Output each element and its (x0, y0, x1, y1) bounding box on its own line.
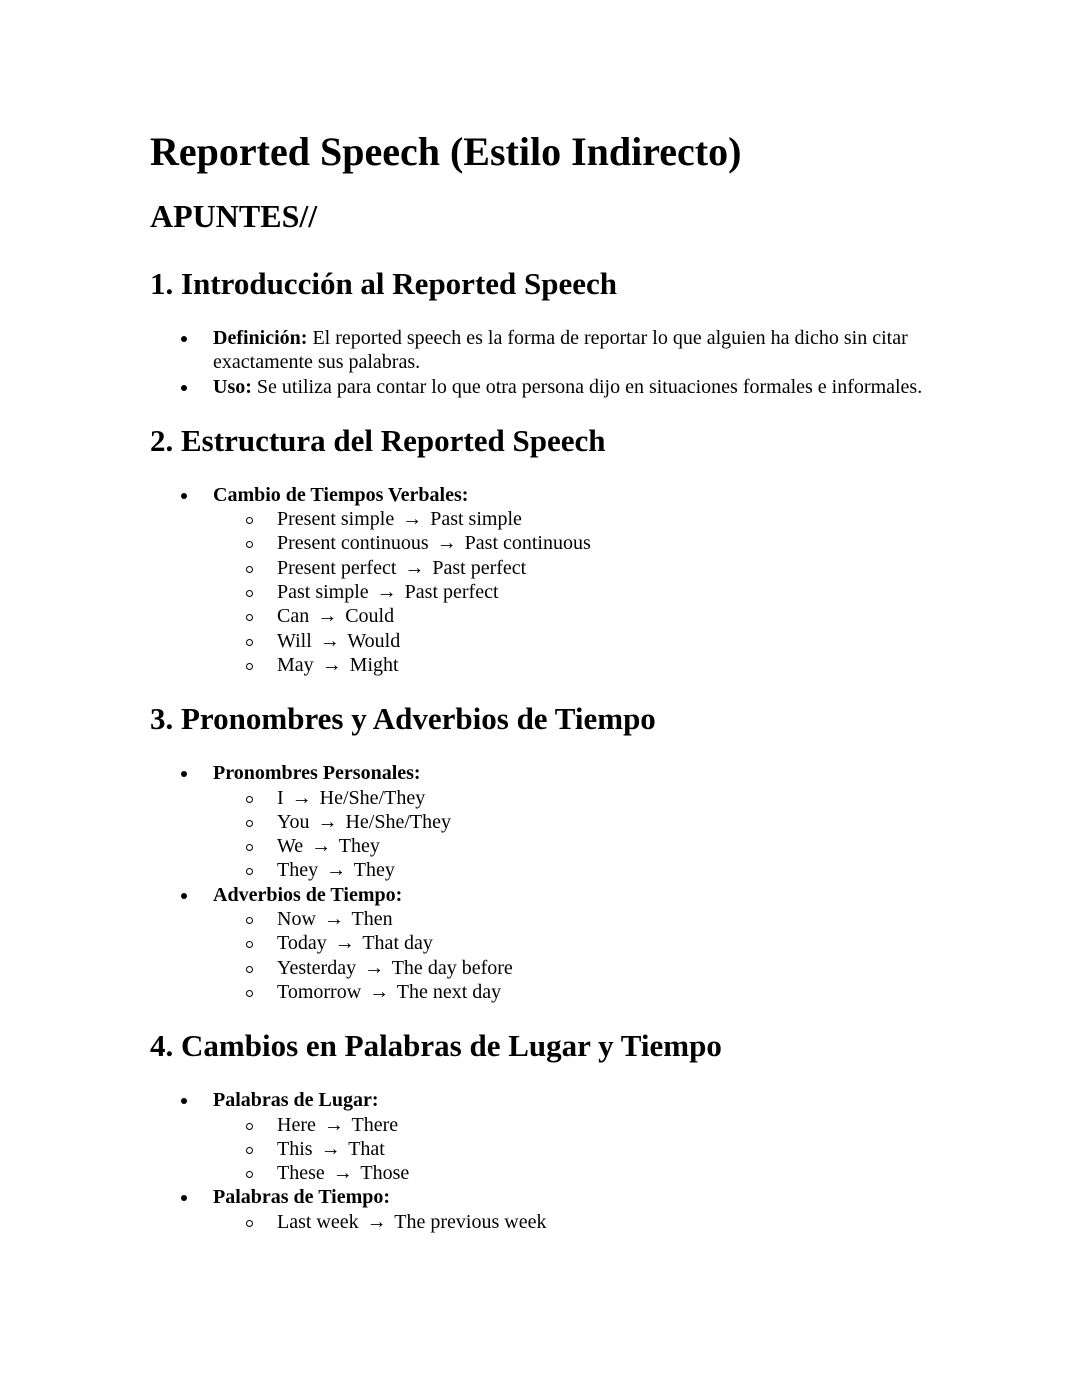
bullet-dot-icon (181, 893, 187, 899)
sub-list (213, 786, 950, 883)
sub-bullet-circle-icon (246, 639, 253, 646)
section-heading: 3. Pronombres y Adverbios de Tiempo (150, 701, 656, 737)
bullet-dot-icon (181, 336, 187, 342)
bullet-list (150, 326, 950, 399)
section-introduccion (150, 264, 950, 399)
bullet-dot-icon (181, 771, 187, 777)
sub-list-item: Today → That day (213, 931, 950, 955)
section-heading: 4. Cambios en Palabras de Lugar y Tiempo (150, 1028, 722, 1064)
bullet-dot-icon (181, 385, 187, 391)
arrow-right-icon: → (402, 508, 423, 531)
sub-bullet-circle-icon (246, 844, 253, 851)
sub-bullet-circle-icon (246, 966, 253, 973)
list-item (150, 1088, 950, 1185)
arrow-right-icon: → (332, 1162, 353, 1185)
sub-bullet-circle-icon (246, 796, 253, 803)
arrow-right-icon: → (323, 1113, 344, 1136)
arrow-right-icon: → (326, 859, 347, 882)
item-text: Se utiliza para contar lo que otra persona dijo en situaciones formales e informales. (251, 375, 923, 398)
bullet-list (150, 761, 950, 1004)
sub-bullet-circle-icon (246, 590, 253, 597)
arrow-right-icon: → (436, 532, 457, 555)
document-page (150, 124, 950, 1234)
sub-list-item: We → They (213, 834, 950, 858)
sub-list-item: They → They (213, 858, 950, 882)
bullet-list (150, 1088, 950, 1234)
sub-bullet-circle-icon (246, 566, 253, 573)
sub-list (213, 1113, 950, 1186)
list-item (150, 375, 950, 399)
section-heading: 2. Estructura del Reported Speech (150, 422, 606, 458)
arrow-right-icon: → (291, 786, 312, 809)
arrow-right-icon: → (319, 629, 340, 652)
group-label: Cambio de Tiempos Verbales: (213, 483, 469, 506)
sub-list-item: Present continuous → Past continuous (213, 531, 950, 555)
sub-list-item: Here → There (213, 1113, 950, 1137)
sub-bullet-circle-icon (246, 541, 253, 548)
arrow-right-icon: → (334, 932, 355, 955)
arrow-right-icon: → (366, 1210, 387, 1233)
document-title: Reported Speech (Estilo Indirecto) (150, 129, 742, 174)
sub-bullet-circle-icon (246, 1171, 253, 1178)
sub-bullet-circle-icon (246, 941, 253, 948)
arrow-right-icon: → (317, 605, 338, 628)
section-pronombres-adverbios (150, 699, 950, 1004)
sub-list-item: Yesterday → The day before (213, 956, 950, 980)
sub-bullet-circle-icon (246, 1123, 253, 1130)
arrow-right-icon: → (364, 956, 385, 979)
sub-list-item: May → Might (213, 653, 950, 677)
arrow-right-icon: → (321, 653, 342, 676)
arrow-right-icon: → (369, 980, 390, 1003)
sub-bullet-circle-icon (246, 663, 253, 670)
sub-list-item: You → He/She/They (213, 810, 950, 834)
sub-bullet-circle-icon (246, 1147, 253, 1154)
arrow-right-icon: → (404, 556, 425, 579)
sub-bullet-circle-icon (246, 990, 253, 997)
sub-list (213, 507, 950, 677)
list-item (150, 1185, 950, 1234)
sub-bullet-circle-icon (246, 917, 253, 924)
sub-bullet-circle-icon (246, 868, 253, 875)
item-label: Uso: (213, 375, 252, 398)
group-label: Adverbios de Tiempo: (213, 883, 403, 906)
sub-list-item: Past simple → Past perfect (213, 580, 950, 604)
list-item (150, 761, 950, 882)
sub-list-item: Tomorrow → The next day (213, 980, 950, 1004)
section-estructura (150, 421, 950, 677)
sub-list-item: These → Those (213, 1161, 950, 1185)
group-label: Palabras de Tiempo: (213, 1186, 391, 1209)
document-subtitle: APUNTES// (150, 198, 318, 234)
sub-bullet-circle-icon (246, 614, 253, 621)
sub-list-item: Will → Would (213, 629, 950, 653)
sub-list-item: Can → Could (213, 604, 950, 628)
bullet-list (150, 483, 950, 677)
list-item (150, 483, 950, 677)
section-lugar-tiempo (150, 1026, 950, 1234)
item-text: El reported speech es la forma de reportar lo que alguien ha dicho sin citar exactamente sus palabras. (213, 327, 908, 374)
arrow-right-icon: → (317, 810, 338, 833)
list-item (150, 883, 950, 1004)
item-label: Definición: (213, 327, 308, 349)
sub-list-item: Last week → The previous week (213, 1210, 950, 1234)
arrow-right-icon: → (376, 581, 397, 604)
sub-list (213, 1210, 950, 1234)
list-item (150, 326, 950, 375)
bullet-dot-icon (181, 1098, 187, 1104)
arrow-right-icon: → (311, 835, 332, 858)
sub-list-item: I → He/She/They (213, 786, 950, 810)
arrow-right-icon: → (323, 908, 344, 931)
bullet-dot-icon (181, 493, 187, 499)
sub-list-item: Present perfect → Past perfect (213, 556, 950, 580)
bullet-dot-icon (181, 1195, 187, 1201)
sub-bullet-circle-icon (246, 1220, 253, 1227)
sub-bullet-circle-icon (246, 517, 253, 524)
arrow-right-icon: → (320, 1137, 341, 1160)
sub-list-item: Present simple → Past simple (213, 507, 950, 531)
sub-list-item: This → That (213, 1137, 950, 1161)
group-label: Palabras de Lugar: (213, 1089, 379, 1112)
group-label: Pronombres Personales: (213, 762, 421, 785)
section-heading: 1. Introducción al Reported Speech (150, 266, 618, 301)
sub-bullet-circle-icon (246, 820, 253, 827)
sub-list (213, 907, 950, 1004)
sub-list-item: Now → Then (213, 907, 950, 931)
